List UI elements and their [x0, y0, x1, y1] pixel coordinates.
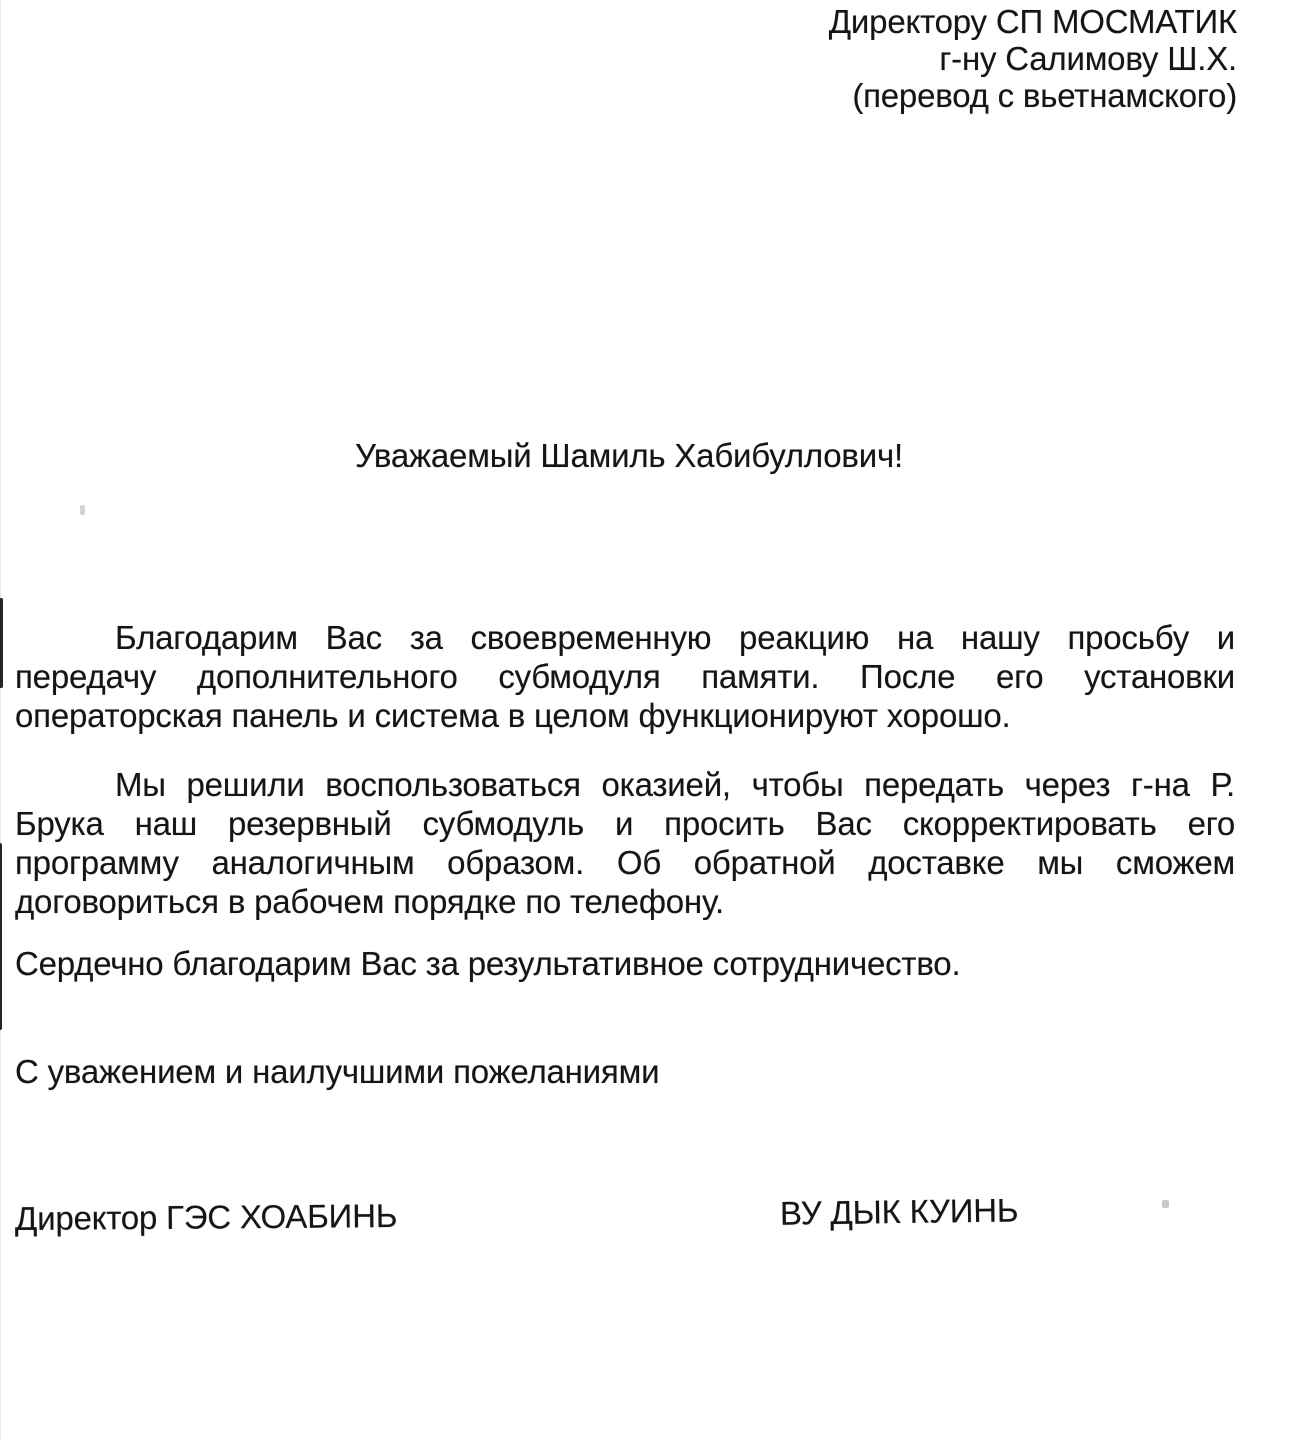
paragraph-line: Благодарим Вас за своевременную реакцию на нашу просьбу и — [115, 619, 1235, 656]
salutation: Уважаемый Шамиль Хабибуллович! — [355, 437, 903, 474]
signature-row — [15, 1190, 1235, 1245]
recipient-block — [829, 3, 1237, 114]
paragraph-line: Мы решили воспользоваться оказией, чтобы передать через г-на Р. — [115, 766, 1235, 803]
paragraph-line: Брука наш резервный субмодуль и просить Вас скорректировать его — [15, 805, 1235, 842]
body-paragraph-2 — [15, 765, 1235, 921]
scan-edge-artifact — [0, 0, 1, 1440]
paragraph-line: договориться в рабочем порядке по телефону. — [15, 883, 724, 920]
recipient-line-3: (перевод с вьетнамского) — [852, 77, 1237, 114]
recipient-line-1: Директору СП МОСМАТИК — [828, 3, 1237, 40]
scan-speck — [80, 505, 85, 515]
closing-regards: С уважением и наилучшими пожеланиями — [15, 1053, 660, 1090]
signature-name: ВУ ДЫК КУИНЬ — [779, 1191, 1019, 1232]
scan-edge-artifact — [0, 843, 2, 1030]
closing-thanks: Сердечно благодарим Вас за результативное сотрудничество. — [15, 945, 961, 982]
signature-title: Директор ГЭС ХОАБИНЬ — [14, 1196, 398, 1237]
paragraph-line: передачу дополнительного субмодуля памяти. После его установки — [15, 658, 1235, 695]
recipient-line-2: г-ну Салимову Ш.Х. — [939, 40, 1237, 77]
body-paragraph-1 — [15, 618, 1235, 735]
paragraph-line: операторская панель и система в целом функционируют хорошо. — [15, 697, 1011, 734]
scan-edge-artifact — [0, 598, 3, 688]
paragraph-line: программу аналогичным образом. Об обратной доставке мы сможем — [15, 844, 1235, 881]
